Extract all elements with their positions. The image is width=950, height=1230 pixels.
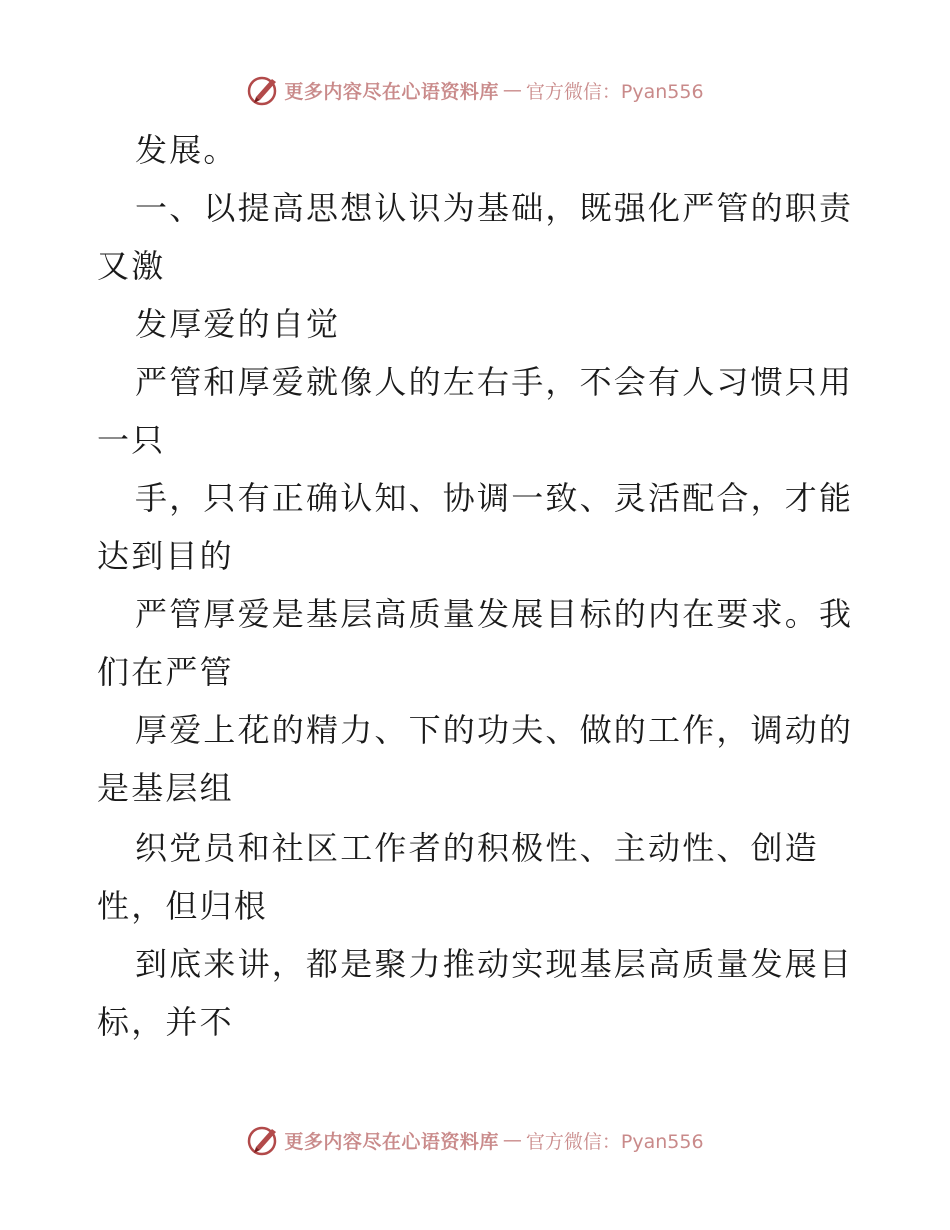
section-heading-line: 一、以提高思想认识为基础，既强化严管的职责 — [135, 189, 854, 227]
body-line: 们在严管 — [97, 653, 234, 691]
pen-logo-icon — [246, 73, 280, 107]
body-line: 严管厚爱是基层高质量发展目标的内在要求。我 — [135, 595, 854, 633]
body-line: 一只 — [97, 421, 166, 459]
body-line: 是基层组 — [97, 769, 234, 807]
body-line: 标，并不 — [97, 1003, 234, 1041]
watermark-separator: — — [502, 79, 522, 101]
header-watermark — [0, 70, 950, 110]
body-line: 织党员和社区工作者的积极性、主动性、创造 — [135, 829, 820, 867]
watermark-contact-text: 官方微信：Pyan556 — [525, 1130, 704, 1153]
watermark-contact-text: 官方微信：Pyan556 — [525, 80, 704, 103]
footer-watermark — [0, 1120, 950, 1160]
body-line: 严管和厚爱就像人的左右手，不会有人习惯只用 — [135, 363, 854, 401]
pen-logo-icon — [246, 1123, 280, 1157]
section-heading-line: 又激 — [97, 247, 166, 285]
watermark-site-text: 更多内容尽在心语资料库 — [284, 1130, 499, 1153]
watermark-separator: — — [502, 1129, 522, 1151]
body-line: 厚爱上花的精力、下的功夫、做的工作，调动的 — [135, 711, 854, 749]
body-line: 手，只有正确认知、协调一致、灵活配合，才能 — [135, 479, 854, 517]
body-line: 到底来讲，都是聚力推动实现基层高质量发展目 — [135, 945, 854, 983]
section-heading-line: 发厚爱的自觉 — [135, 305, 341, 343]
watermark-site-text: 更多内容尽在心语资料库 — [284, 80, 499, 103]
body-line: 发展。 — [135, 131, 238, 169]
body-line: 性，但归根 — [97, 887, 269, 925]
body-line: 达到目的 — [97, 537, 234, 575]
